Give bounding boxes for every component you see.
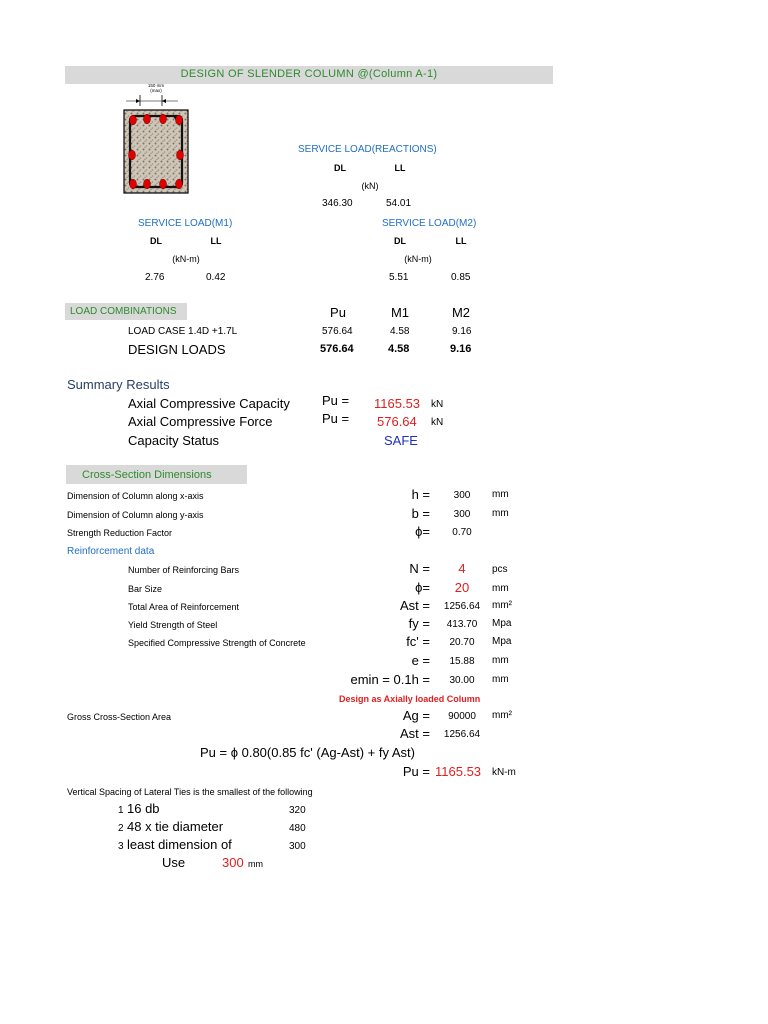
- tie-item-3-num: 3: [118, 841, 124, 852]
- gross-area-value: 90000: [448, 711, 476, 722]
- total-area-unit: mm²: [492, 600, 512, 611]
- yield-strength-unit: Mpa: [492, 618, 512, 629]
- status-badge: SAFE: [384, 433, 418, 448]
- concrete-strength-value: 20.70: [449, 637, 475, 648]
- tie-item-2-num: 2: [118, 823, 124, 834]
- tie-item-1-num: 1: [118, 805, 124, 816]
- tie-item-2-value: 480: [289, 823, 306, 834]
- bar-size-value: 20: [454, 580, 470, 595]
- axial-pu-symbol: Pu =: [402, 764, 430, 779]
- tie-item-2-label: 48 x tie diameter: [127, 819, 224, 834]
- bar-size-label: Bar Size: [128, 584, 163, 594]
- bar-size-symbol: ϕ=: [415, 580, 430, 595]
- axial-pu-value: 1165.53: [435, 764, 482, 779]
- total-area-symbol: Ast =: [400, 598, 430, 613]
- rebar-mid-right: [177, 150, 184, 160]
- min-eccentricity-value: 30.00: [449, 675, 475, 686]
- service-load-reactions-header: SERVICE LOAD(REACTIONS): [298, 144, 437, 155]
- summary-header: Summary Results: [67, 377, 170, 392]
- dim-x-unit: mm: [492, 489, 509, 500]
- min-eccentricity-unit: mm: [492, 674, 509, 685]
- load-case-label: LOAD CASE 1.4D +1.7L: [128, 326, 238, 337]
- num-bars-unit: pcs: [492, 564, 508, 575]
- gross-area-symbol: Ag =: [402, 708, 430, 723]
- design-loads-pu: 576.64: [320, 343, 354, 355]
- gross-area-label: Gross Cross-Section Area: [67, 712, 172, 722]
- reinforcement-header: Reinforcement data: [67, 546, 155, 557]
- m1-dl-value: 2.76: [145, 272, 165, 283]
- eccentricity-value: 15.88: [449, 656, 475, 667]
- capacity-unit: kN: [431, 399, 444, 410]
- reactions-ll-value: 54.01: [386, 198, 412, 209]
- m1-dl-label: DL: [150, 236, 162, 246]
- tie-item-1-label: 16 db: [127, 801, 160, 816]
- rebar-bottom-left: [130, 179, 137, 189]
- capacity-label: Axial Compressive Capacity: [128, 396, 290, 411]
- total-area-value: 1256.64: [443, 601, 481, 612]
- load-case-pu: 576.64: [322, 326, 353, 337]
- col-m1-header: M1: [390, 305, 410, 320]
- num-bars-value: 4: [458, 561, 466, 576]
- rebar-bottom-mid-right: [160, 179, 167, 189]
- reactions-ll-label: LL: [394, 163, 406, 173]
- use-value: 300: [222, 855, 244, 870]
- yield-strength-value: 413.70: [446, 619, 478, 630]
- tie-spacing-label: 150 mm: [147, 83, 165, 88]
- force-unit: kN: [431, 417, 444, 428]
- bar-size-unit: mm: [492, 583, 509, 594]
- m2-ll-value: 0.85: [451, 272, 471, 283]
- min-eccentricity-symbol: emin = 0.1h =: [350, 672, 430, 687]
- concrete-strength-unit: Mpa: [492, 636, 512, 647]
- rebar-top-right: [176, 115, 183, 125]
- col-m2-header: M2: [451, 305, 471, 320]
- service-load-m2-header: SERVICE LOAD(M2): [382, 218, 477, 229]
- capacity-value: 1165.53: [374, 396, 421, 411]
- rebar-top-mid-right: [160, 114, 167, 124]
- reduction-factor-label: Strength Reduction Factor: [67, 528, 173, 538]
- tie-item-1-value: 320: [289, 805, 306, 816]
- gross-area-unit: mm²: [492, 710, 512, 721]
- service-load-m1-header: SERVICE LOAD(M1): [138, 218, 233, 229]
- page-title: DESIGN OF SLENDER COLUMN @(Column A-1): [180, 68, 438, 80]
- total-area-label: Total Area of Reinforcement: [128, 602, 240, 612]
- dim-y-label: Dimension of Column along y-axis: [67, 510, 204, 520]
- rebar-top-left: [130, 115, 137, 125]
- use-label: Use: [162, 855, 186, 870]
- load-case-m1: 4.58: [390, 326, 410, 337]
- load-case-m2: 9.16: [452, 326, 472, 337]
- rebar-bottom-right: [176, 179, 183, 189]
- cross-section-header: Cross-Section Dimensions: [82, 469, 212, 481]
- design-loads-label: DESIGN LOADS: [128, 342, 226, 357]
- dim-x-label: Dimension of Column along x-axis: [67, 491, 204, 501]
- reactions-dl-label: DL: [334, 163, 346, 173]
- yield-strength-label: Yield Strength of Steel: [128, 620, 218, 630]
- reactions-dl-value: 346.30: [322, 198, 353, 209]
- steel-area-value: 1256.64: [443, 729, 481, 740]
- column-section-diagram: [118, 82, 198, 198]
- capacity-symbol: Pu =: [322, 393, 350, 408]
- reactions-unit: (kN): [361, 181, 379, 191]
- m1-ll-value: 0.42: [206, 272, 226, 283]
- ties-header: Vertical Spacing of Lateral Ties is the smallest of the following: [67, 787, 313, 797]
- force-value: 576.64: [377, 414, 417, 429]
- axial-design-note: Design as Axially loaded Column: [339, 694, 481, 704]
- tie-item-3-value: 300: [289, 841, 306, 852]
- force-label: Axial Compressive Force: [128, 414, 273, 429]
- dim-x-value: 300: [453, 490, 471, 501]
- capacity-formula: Pu = ϕ 0.80(0.85 fc' (Ag-Ast) + fy Ast): [200, 745, 415, 760]
- rebar-top-mid-left: [144, 114, 151, 124]
- m2-unit: (kN-m): [404, 254, 432, 264]
- m1-unit: (kN-m): [172, 254, 200, 264]
- dim-x-symbol: h =: [411, 487, 430, 502]
- concrete-strength-label: Specified Compressive Strength of Concrete: [128, 638, 306, 648]
- m2-dl-label: DL: [394, 236, 406, 246]
- use-unit: mm: [248, 859, 263, 869]
- tie-spacing-label-max: (max): [150, 88, 162, 93]
- rebar-bottom-mid-left: [144, 179, 151, 189]
- eccentricity-symbol: e =: [411, 653, 430, 668]
- m2-dl-value: 5.51: [389, 272, 409, 283]
- eccentricity-unit: mm: [492, 655, 509, 666]
- axial-pu-unit: kN-m: [492, 767, 516, 778]
- force-symbol: Pu =: [322, 411, 350, 426]
- col-pu-header: Pu: [330, 305, 346, 320]
- design-loads-m2: 9.16: [450, 343, 472, 355]
- reduction-factor-value: 0.70: [452, 527, 472, 538]
- m2-ll-label: LL: [455, 236, 467, 246]
- m1-ll-label: LL: [210, 236, 222, 246]
- dim-y-value: 300: [453, 509, 471, 520]
- tie-item-3-label: least dimension of: [127, 837, 232, 852]
- num-bars-symbol: N =: [409, 561, 430, 576]
- num-bars-label: Number of Reinforcing Bars: [128, 565, 240, 575]
- status-label: Capacity Status: [128, 433, 220, 448]
- dim-y-symbol: b =: [411, 506, 430, 521]
- yield-strength-symbol: fy =: [408, 616, 430, 631]
- reduction-factor-symbol: ϕ=: [415, 524, 430, 539]
- concrete-strength-symbol: fc' =: [406, 634, 430, 649]
- steel-area-symbol: Ast =: [400, 726, 430, 741]
- rebar-mid-left: [129, 150, 136, 160]
- dim-y-unit: mm: [492, 508, 509, 519]
- design-loads-m1: 4.58: [388, 343, 410, 355]
- load-combinations-header: LOAD COMBINATIONS: [70, 306, 177, 317]
